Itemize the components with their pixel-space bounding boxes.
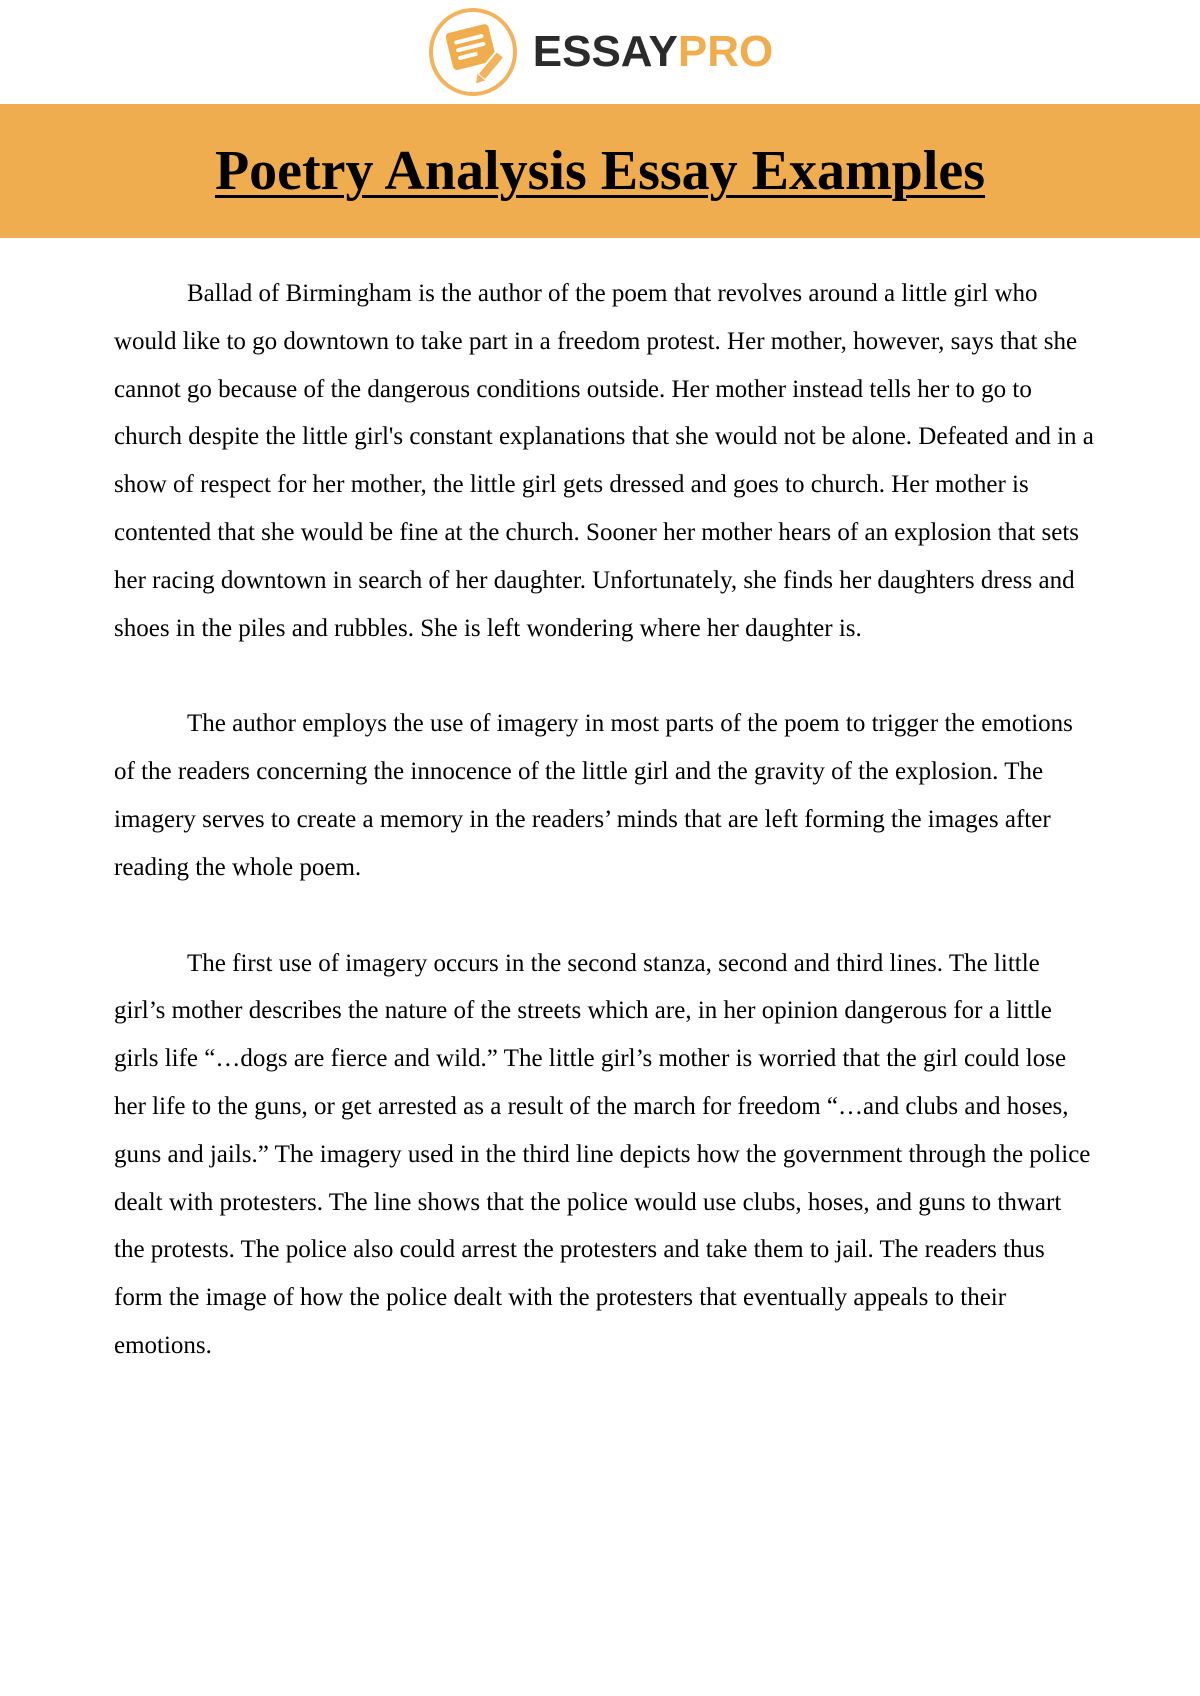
essay-paragraph-1: Ballad of Birmingham is the author of the poem that revolves around a little girl who would like to go downtown to take part in a freedom protest. Her mother, however, says that she cannot go because of the dangerous conditions outside. Her mother instead tells her to go to church despite the little girl's constant explanations that she would not be alone. Defeated and in a show of respect for her mother, the little girl gets dressed and goes to church. Her mother is contented that she would be fine at the church. Sooner her mother hears of an explosion that sets her racing downtown in search of her daughter. Unfortunately, she finds her daughters dress and shoes in the piles and rubbles. She is left wondering where her daughter is.	[114, 280, 1094, 642]
essay-sheet-pencil-icon	[427, 6, 519, 98]
brand-header	[0, 0, 1200, 104]
essay-paragraph-2: The author employs the use of imagery in most parts of the poem to trigger the emotions of the readers concerning the innocence of the little girl and the gravity of the explosion. The imagery serves to create a memory in the readers’ minds that are left forming the images after reading the whole poem.	[114, 710, 1073, 881]
essay-body	[114, 270, 1094, 1418]
brand-name-part2: PRO	[677, 27, 774, 76]
brand-wordmark	[532, 27, 774, 76]
page-title: Poetry Analysis Essay Examples	[214, 140, 986, 202]
brand-name-part1: ESSAY	[532, 27, 678, 76]
title-banner	[0, 104, 1200, 238]
essay-paragraph-3: The first use of imagery occurs in the second stanza, second and third lines. The little girl’s mother describes the nature of the streets which are, in her opinion dangerous for a little girls life “…dogs are fierce and wild.” The little girl’s mother is worried that the girl could lose her life to the guns, or get arrested as a result of the march for freedom “…and clubs and hoses, guns and jails.” The imagery used in the third line depicts how the government through the police dealt with protesters. The line shows that the police would use clubs, hoses, and guns to thwart the protests. The police also could arrest the protesters and take them to jail. The readers thus form the image of how the police dealt with the protesters that eventually appeals to their emotions.	[114, 949, 1091, 1359]
